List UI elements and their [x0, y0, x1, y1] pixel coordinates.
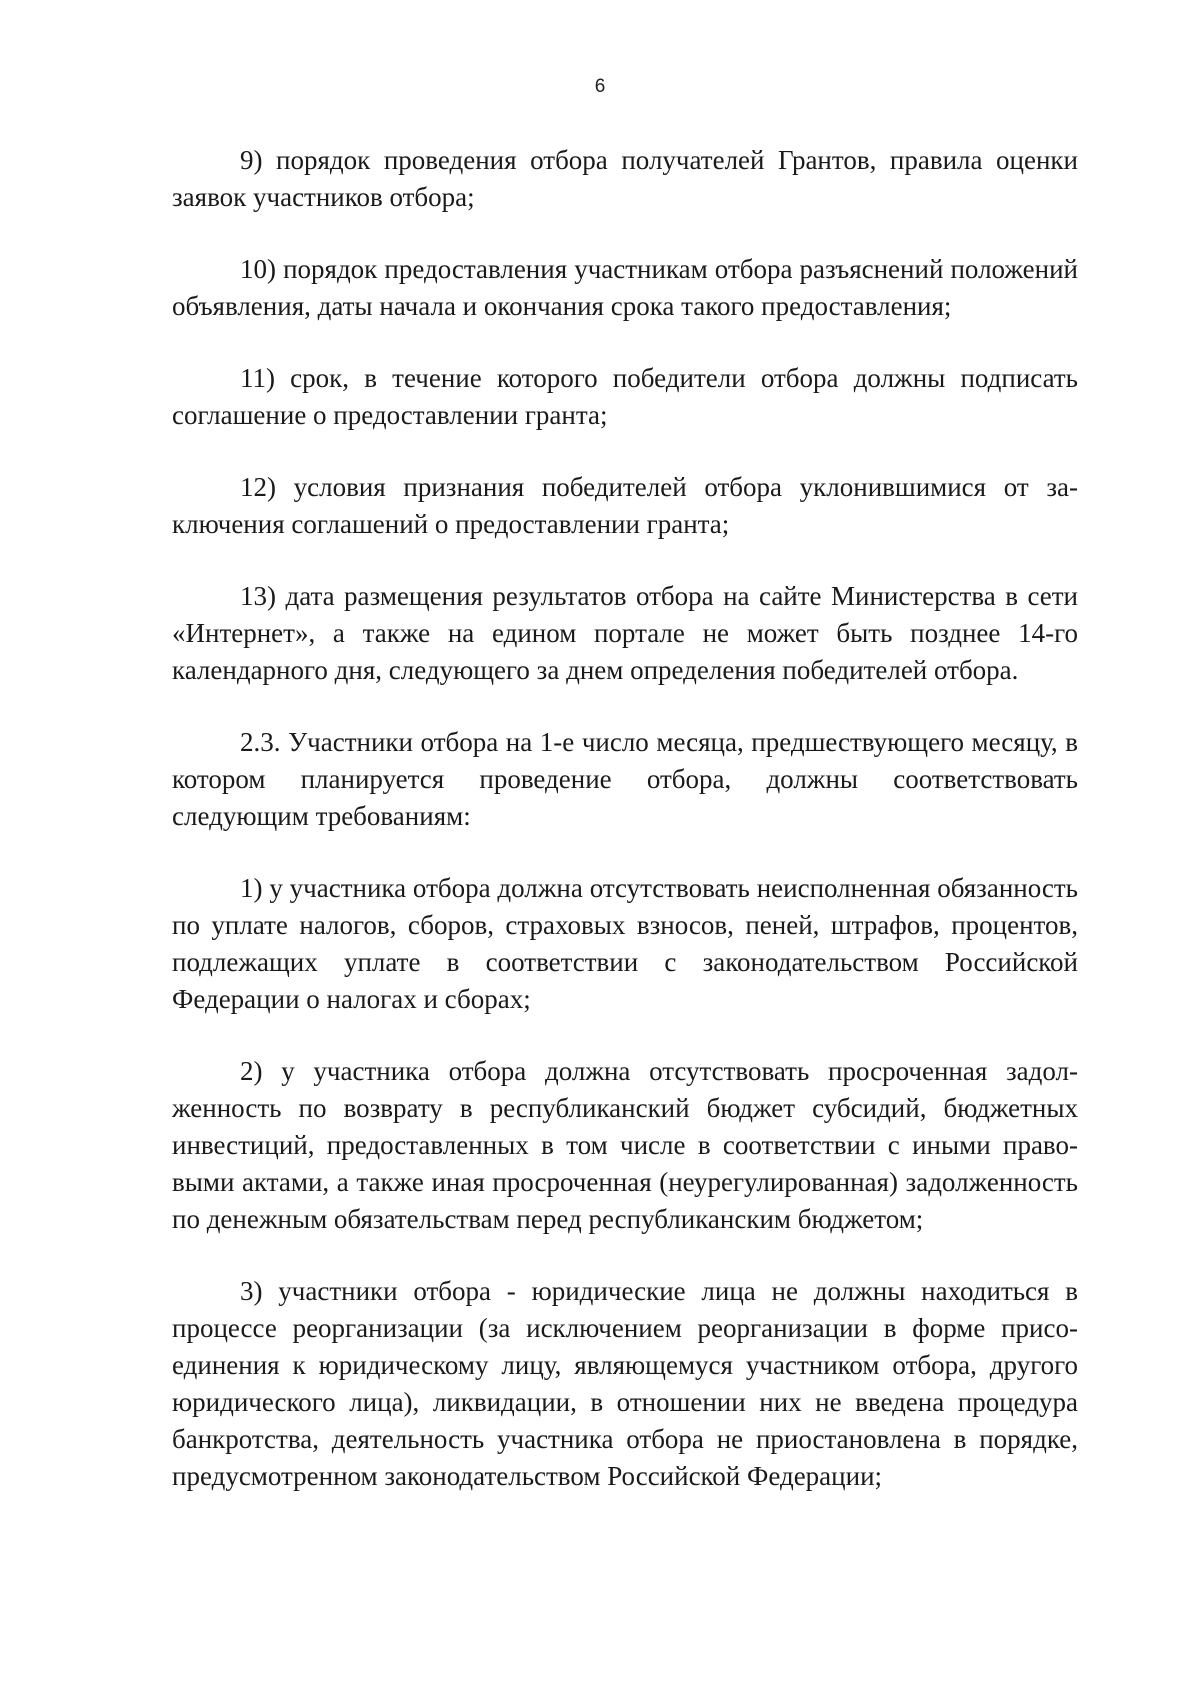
paragraph-requirement-3: 3) участники отбора - юридические лица не должны находиться в процессе реорганизации (за исключением реорганизации в форме присоединения к юридическому лицу, являющемуся участником отбора, другого юридического лица), ликвидации, в отношении них не введена процедура банкротства, деятельность участника отбора не приостановлена в порядке, предусмотренном законодательством Российской Федерации;: [172, 1276, 1078, 1491]
paragraph-requirement-1: 1) у участника отбора должна отсутствовать неисполненная обязанность по уплате налогов, сборов, страховых взносов, пеней, штрафов, процентов, подлежащих уплате в соответствии с законодательством Российской Федерации о налогах и сборах;: [172, 873, 1078, 1014]
page-number: 6: [594, 76, 606, 97]
paragraph-item-10: 10) порядок предоставления участникам отбора разъяснений положений объявления, даты начала и окончания срока такого предоставления;: [172, 254, 1078, 321]
paragraph-requirement-2: 2) у участника отбора должна отсутствовать просроченная задолженность по возврату в республиканский бюджет субсидий, бюджетных инвестиций, предоставленных в том числе в соответствии с иными правовыми актами, а также иная просроченная (неурегулированная) задолженность по денежным обязательствам перед республиканским бюджетом;: [172, 1056, 1078, 1234]
paragraph-item-12: 12) условия признания победителей отбора уклонившимися от заключения соглашений о предоставлении гранта;: [172, 472, 1078, 539]
paragraph-item-13: 13) дата размещения результатов отбора на сайте Министерства в сети «Интернет», а также на едином портале не может быть позднее 14-го календарного дня, следующего за днем определения победителей отбора.: [172, 581, 1078, 685]
paragraph-item-9: 9) порядок проведения отбора получателей Грантов, правила оценки заявок участников отбора;: [172, 145, 1078, 212]
paragraph-item-11: 11) срок, в течение которого победители отбора должны подписать соглашение о предоставлении гранта;: [172, 363, 1078, 430]
document-body: [172, 142, 1078, 1530]
paragraph-section-2-3: 2.3. Участники отбора на 1-е число месяца, предшествующего месяцу, в котором планируется проведение отбора, должны соответствовать следующим требованиям:: [172, 727, 1078, 831]
